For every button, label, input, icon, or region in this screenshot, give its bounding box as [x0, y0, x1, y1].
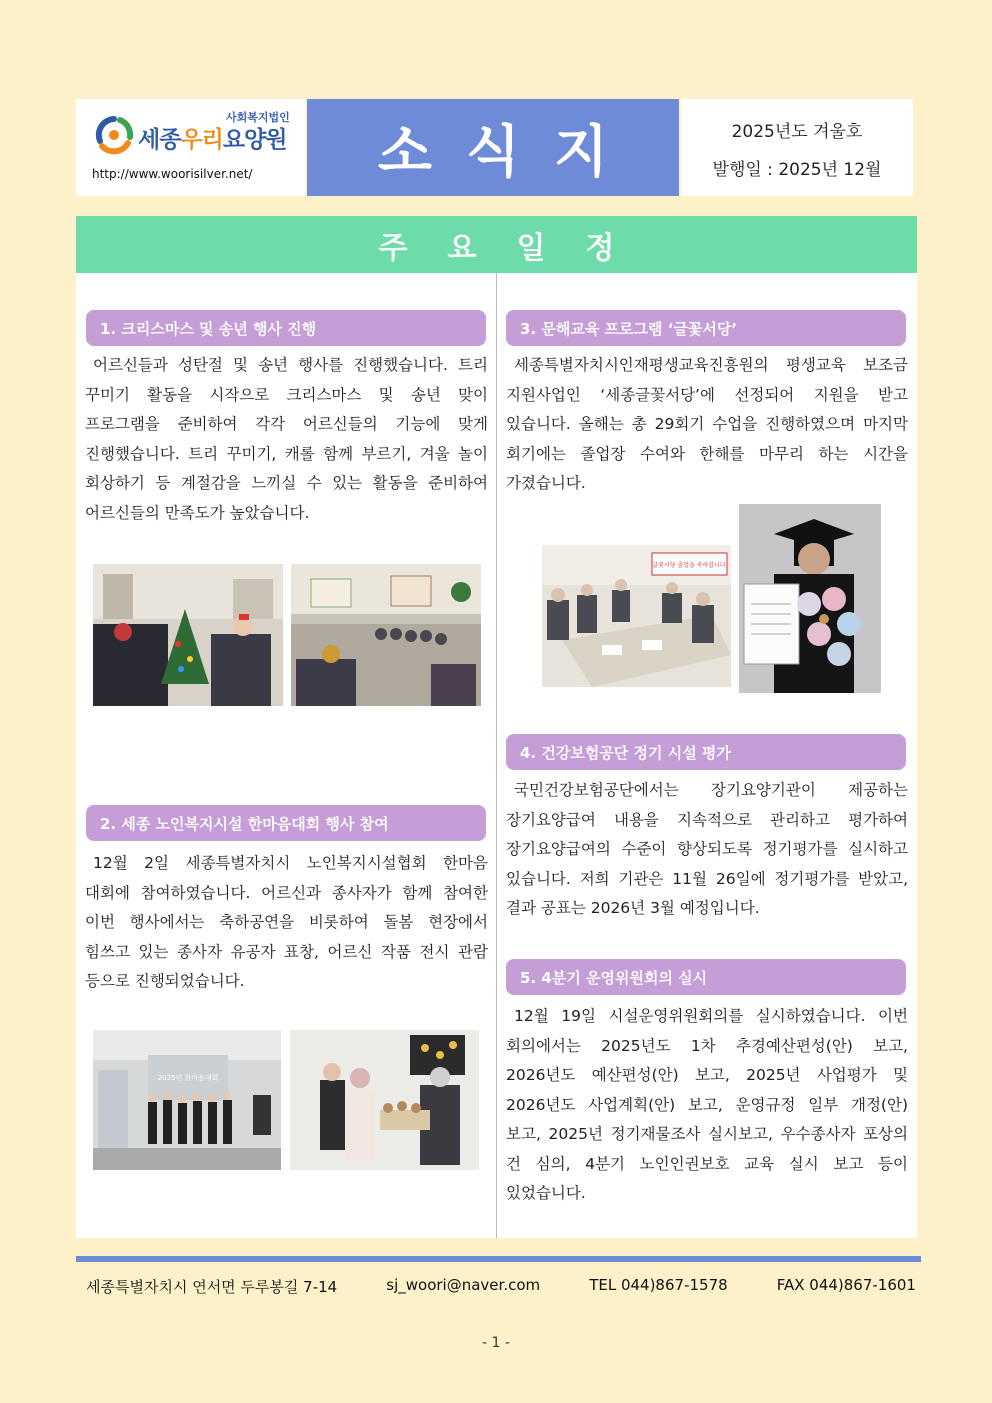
section-body-committee: 12월 19일 시설운영위원회의를 실시하였습니다. 이번 회의에서는 2025년도 1차 추경예산편성(안) 보고, 2026년도 예산편성(안) 보고, 2025년 사업평가 및 2026년도 사업계획(안) 보고, 운영규정 일부 개정(안) 보고, 2025년 정기재물조사 실시보고, 우수종사자 포상의 건 심의, 4분기 노인인권보호 교육 실시 보고 등이 있었습니다. — [506, 1007, 908, 1202]
section-heading-evaluation: 4. 건강보험공단 정기 시설 평가 — [506, 734, 906, 770]
logo-block — [76, 99, 305, 196]
issue-block — [681, 99, 913, 196]
section-heading-committee: 5. 4분기 운영위원회의 실시 — [506, 959, 906, 995]
footer-address: 세종특별자치시 연서면 두루봉길 7-14 — [86, 1278, 338, 1296]
photo-event-group — [93, 1030, 281, 1170]
section-heading-christmas: 1. 크리스마스 및 송년 행사 진행 — [86, 310, 486, 346]
publish-date: 발행일 : 2025년 12월 — [712, 160, 882, 180]
logo-subtitle: 사회복지법인 — [226, 111, 290, 124]
page-number: - 1 - — [482, 1335, 510, 1351]
issue-label: 2025년도 겨울호 — [731, 122, 863, 142]
photo-literacy-class — [542, 545, 731, 687]
footer-divider — [76, 1256, 921, 1262]
photo-art-exhibition — [290, 1030, 479, 1170]
footer-tel: TEL 044)867-1578 — [589, 1276, 728, 1294]
photo-christmas-party — [291, 564, 481, 706]
website-link[interactable]: http://www.woorisilver.net/ — [92, 167, 253, 181]
logo-icon — [94, 115, 134, 155]
newsletter-title: 소식지 — [377, 119, 643, 185]
logo-name-part3: 요양원 — [222, 127, 287, 153]
column-divider — [496, 273, 497, 1238]
photo-tree-decorating — [93, 564, 283, 706]
section-heading-literacy: 3. 문해교육 프로그램 ‘글꽃서당’ — [506, 310, 906, 346]
section-heading-hanmaeum: 2. 세종 노인복지시설 한마음대회 행사 참여 — [86, 805, 486, 841]
section-body-hanmaeum: 12월 2일 세종특별자치시 노인복지시설협회 한마음 대회에 참여하였습니다. 어르신과 종사자가 함께 참여한 이번 행사에서는 축하공연을 비롯하여 돌봄 현장에서 힘쓰고 있는 종사자 유공자 표창, 어르신 작품 전시 관람 등으로 진행되었습니다. — [85, 854, 488, 990]
footer-contact — [86, 1276, 916, 1297]
newsletter-header — [76, 99, 913, 196]
footer-email[interactable]: sj_woori@naver.com — [386, 1276, 541, 1294]
section-body-evaluation: 국민건강보험공단에서는 장기요양기관이 제공하는 장기요양급여 내용을 지속적으로 관리하고 평가하여 장기요양급여의 수준이 향상되도록 정기평가를 실시하고 있습니다. 저희 기관은 11월 26일에 정기평가를 받았고, 결과 공표는 2026년 3월 예정입니다. — [506, 781, 908, 917]
logo-name-part2: 우리 — [180, 127, 223, 153]
graduation-banner-text: 글꽃서당 졸업을 축하합니다 — [652, 562, 726, 569]
event-screen-text: 2025년 한마음대회 — [157, 1074, 219, 1082]
title-block — [307, 99, 679, 196]
content-panel — [76, 273, 917, 1238]
schedule-band — [76, 216, 917, 273]
logo-name-part1: 세종 — [138, 127, 181, 153]
footer-fax: FAX 044)867-1601 — [776, 1276, 916, 1294]
section-body-christmas: 어르신들과 성탄절 및 송년 행사를 진행했습니다. 트리 꾸미기 활동을 시작으로 크리스마스 및 송년 맞이 프로그램을 준비하여 각각 어르신들의 기능에 맞게 진행했습니다. 트리 꾸미기, 캐롤 함께 부르기, 겨울 놀이 회상하기 등 계절감을 느끼실 수 있는 활동을 준비하여 어르신들의 만족도가 높았습니다. — [85, 356, 488, 522]
section-body-literacy: 세종특별자치시인재평생교육진흥원의 평생교육 보조금 지원사업인 ‘세종글꽃서당’에 선정되어 지원을 받고 있습니다. 올해는 총 29회기 수업을 진행하였으며 마지막 회기에는 졸업장 수여와 한해를 마무리 하는 시간을 가졌습니다. — [506, 356, 908, 492]
logo-name — [138, 121, 287, 154]
photo-graduation — [739, 504, 881, 693]
schedule-title: 주요일정 — [378, 230, 655, 266]
